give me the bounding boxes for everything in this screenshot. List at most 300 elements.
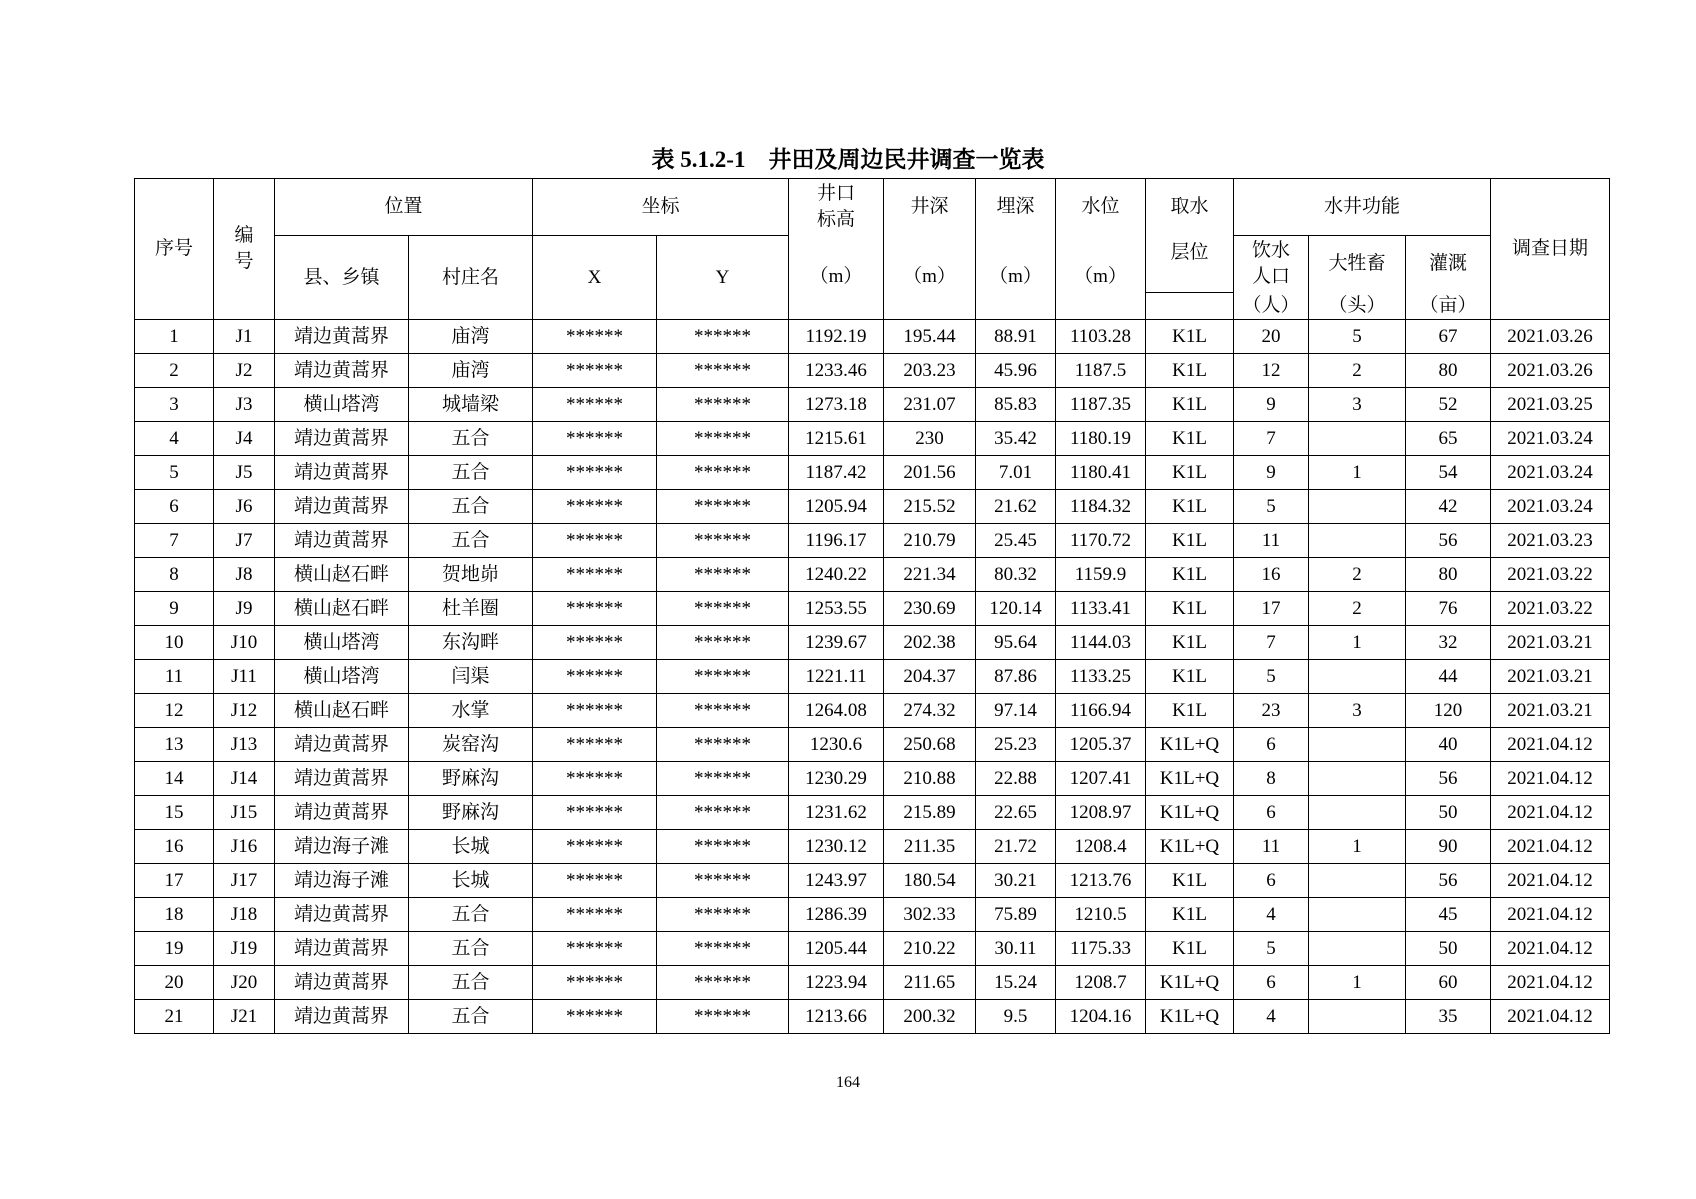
cell-level: 1205.37 [1056,728,1146,762]
cell-x: ****** [533,966,657,1000]
cell-level: 1208.97 [1056,796,1146,830]
cell-livestock: 1 [1309,830,1406,864]
cell-layer: K1L [1146,524,1234,558]
cell-elev: 1192.19 [789,320,884,354]
cell-bury: 15.24 [976,966,1056,1000]
cell-code: J5 [214,456,275,490]
cell-village: 五合 [409,490,533,524]
cell-elev: 1239.67 [789,626,884,660]
cell-code: J10 [214,626,275,660]
cell-x: ****** [533,694,657,728]
cell-bury: 45.96 [976,354,1056,388]
cell-depth: 302.33 [884,898,976,932]
table-row [135,694,1610,728]
cell-code: J4 [214,422,275,456]
cell-date: 2021.03.24 [1491,422,1610,456]
cell-y: ****** [657,592,789,626]
header-layer-bottom: 层位 [1146,236,1234,293]
table-row [135,388,1610,422]
cell-date: 2021.03.21 [1491,626,1610,660]
cell-seq: 8 [135,558,214,592]
cell-irrigation: 44 [1406,660,1491,694]
cell-level: 1187.5 [1056,354,1146,388]
cell-code: J17 [214,864,275,898]
header-irrigation-unit: （亩） [1406,293,1491,320]
well-survey-table [134,178,1610,1034]
cell-elev: 1196.17 [789,524,884,558]
cell-livestock: 1 [1309,626,1406,660]
cell-layer: K1L+Q [1146,728,1234,762]
cell-county-town: 横山塔湾 [275,388,409,422]
cell-irrigation: 56 [1406,864,1491,898]
cell-livestock [1309,524,1406,558]
cell-depth: 204.37 [884,660,976,694]
cell-depth: 231.07 [884,388,976,422]
cell-layer: K1L [1146,898,1234,932]
cell-county-town: 靖边黄蒿界 [275,354,409,388]
cell-village: 野麻沟 [409,762,533,796]
table-row [135,558,1610,592]
cell-elev: 1286.39 [789,898,884,932]
cell-bury: 25.23 [976,728,1056,762]
cell-depth: 203.23 [884,354,976,388]
cell-bury: 120.14 [976,592,1056,626]
cell-depth: 210.22 [884,932,976,966]
cell-bury: 22.65 [976,796,1056,830]
cell-date: 2021.04.12 [1491,762,1610,796]
cell-bury: 21.62 [976,490,1056,524]
cell-livestock: 2 [1309,558,1406,592]
cell-county-town: 横山赵石畔 [275,694,409,728]
cell-layer: K1L [1146,932,1234,966]
cell-livestock: 3 [1309,388,1406,422]
cell-depth: 274.32 [884,694,976,728]
cell-county-town: 靖边黄蒿界 [275,796,409,830]
header-depth-unit: （m） [884,236,976,320]
cell-irrigation: 35 [1406,1000,1491,1034]
cell-x: ****** [533,1000,657,1034]
cell-code: J7 [214,524,275,558]
cell-depth: 201.56 [884,456,976,490]
cell-depth: 211.65 [884,966,976,1000]
header-depth: 井深 [884,179,976,236]
table-row [135,592,1610,626]
cell-y: ****** [657,728,789,762]
cell-village: 长城 [409,864,533,898]
cell-date: 2021.03.21 [1491,660,1610,694]
cell-bury: 9.5 [976,1000,1056,1034]
cell-level: 1208.7 [1056,966,1146,1000]
cell-date: 2021.03.24 [1491,490,1610,524]
cell-livestock: 1 [1309,966,1406,1000]
cell-village: 五合 [409,524,533,558]
cell-seq: 1 [135,320,214,354]
cell-county-town: 靖边黄蒿界 [275,490,409,524]
cell-livestock: 1 [1309,456,1406,490]
cell-village: 五合 [409,898,533,932]
cell-layer: K1L+Q [1146,762,1234,796]
cell-village: 庙湾 [409,320,533,354]
cell-y: ****** [657,864,789,898]
cell-elev: 1231.62 [789,796,884,830]
cell-bury: 25.45 [976,524,1056,558]
cell-code: J13 [214,728,275,762]
cell-code: J14 [214,762,275,796]
header-bury: 埋深 [976,179,1056,236]
cell-date: 2021.04.12 [1491,932,1610,966]
cell-drink: 11 [1234,524,1309,558]
cell-drink: 5 [1234,660,1309,694]
cell-level: 1166.94 [1056,694,1146,728]
cell-livestock [1309,660,1406,694]
cell-x: ****** [533,422,657,456]
cell-x: ****** [533,898,657,932]
cell-irrigation: 54 [1406,456,1491,490]
cell-date: 2021.04.12 [1491,864,1610,898]
cell-y: ****** [657,456,789,490]
table-row [135,456,1610,490]
cell-irrigation: 56 [1406,762,1491,796]
cell-y: ****** [657,388,789,422]
cell-livestock [1309,490,1406,524]
cell-livestock [1309,898,1406,932]
cell-code: J2 [214,354,275,388]
cell-seq: 5 [135,456,214,490]
cell-y: ****** [657,422,789,456]
cell-code: J16 [214,830,275,864]
cell-drink: 6 [1234,728,1309,762]
cell-x: ****** [533,864,657,898]
cell-layer: K1L [1146,558,1234,592]
cell-seq: 18 [135,898,214,932]
cell-level: 1207.41 [1056,762,1146,796]
table-title: 表 5.1.2-1 井田及周边民井调查一览表 [651,147,1045,172]
table-row [135,1000,1610,1034]
cell-level: 1210.5 [1056,898,1146,932]
cell-y: ****** [657,1000,789,1034]
cell-elev: 1205.44 [789,932,884,966]
cell-date: 2021.03.26 [1491,354,1610,388]
cell-county-town: 靖边海子滩 [275,864,409,898]
cell-layer: K1L [1146,320,1234,354]
cell-county-town: 靖边黄蒿界 [275,966,409,1000]
cell-depth: 202.38 [884,626,976,660]
cell-code: J3 [214,388,275,422]
header-livestock-unit: （头） [1309,293,1406,320]
cell-village: 东沟畔 [409,626,533,660]
cell-drink: 9 [1234,456,1309,490]
cell-county-town: 靖边黄蒿界 [275,456,409,490]
cell-elev: 1213.66 [789,1000,884,1034]
cell-livestock: 2 [1309,592,1406,626]
cell-bury: 7.01 [976,456,1056,490]
cell-bury: 97.14 [976,694,1056,728]
cell-seq: 11 [135,660,214,694]
cell-code: J15 [214,796,275,830]
cell-depth: 180.54 [884,864,976,898]
cell-level: 1180.41 [1056,456,1146,490]
cell-village: 长城 [409,830,533,864]
cell-elev: 1230.29 [789,762,884,796]
cell-x: ****** [533,388,657,422]
cell-seq: 2 [135,354,214,388]
cell-date: 2021.03.23 [1491,524,1610,558]
cell-irrigation: 90 [1406,830,1491,864]
cell-date: 2021.03.26 [1491,320,1610,354]
cell-bury: 22.88 [976,762,1056,796]
cell-village: 庙湾 [409,354,533,388]
cell-irrigation: 65 [1406,422,1491,456]
cell-date: 2021.03.21 [1491,694,1610,728]
cell-level: 1184.32 [1056,490,1146,524]
cell-level: 1103.28 [1056,320,1146,354]
header-layer-top: 取水 [1146,179,1234,236]
cell-layer: K1L [1146,864,1234,898]
table-row [135,524,1610,558]
cell-county-town: 横山赵石畔 [275,558,409,592]
header-level: 水位 [1056,179,1146,236]
cell-seq: 16 [135,830,214,864]
cell-county-town: 横山塔湾 [275,626,409,660]
cell-village: 五合 [409,966,533,1000]
cell-seq: 3 [135,388,214,422]
cell-bury: 95.64 [976,626,1056,660]
header-elev-text: 井口标高 [817,183,856,231]
cell-elev: 1205.94 [789,490,884,524]
table-row [135,932,1610,966]
cell-bury: 30.11 [976,932,1056,966]
cell-irrigation: 80 [1406,354,1491,388]
cell-elev: 1253.55 [789,592,884,626]
header-drink-text: 饮水人口 [1252,240,1291,288]
cell-code: J21 [214,1000,275,1034]
cell-village: 炭窑沟 [409,728,533,762]
table-row [135,354,1610,388]
cell-elev: 1230.12 [789,830,884,864]
cell-drink: 8 [1234,762,1309,796]
cell-seq: 9 [135,592,214,626]
cell-layer: K1L+Q [1146,1000,1234,1034]
table-row [135,626,1610,660]
cell-date: 2021.04.12 [1491,796,1610,830]
header-code [214,179,275,320]
cell-elev: 1243.97 [789,864,884,898]
table-row [135,422,1610,456]
cell-elev: 1264.08 [789,694,884,728]
table-row [135,864,1610,898]
cell-drink: 23 [1234,694,1309,728]
cell-elev: 1273.18 [789,388,884,422]
cell-irrigation: 45 [1406,898,1491,932]
cell-irrigation: 32 [1406,626,1491,660]
cell-village: 五合 [409,422,533,456]
cell-date: 2021.04.12 [1491,898,1610,932]
cell-depth: 211.35 [884,830,976,864]
cell-y: ****** [657,354,789,388]
header-elev-unit: （m） [789,236,884,320]
cell-drink: 11 [1234,830,1309,864]
cell-drink: 16 [1234,558,1309,592]
cell-x: ****** [533,524,657,558]
cell-y: ****** [657,558,789,592]
cell-level: 1159.9 [1056,558,1146,592]
cell-y: ****** [657,524,789,558]
cell-code: J1 [214,320,275,354]
header-function: 水井功能 [1234,179,1491,236]
header-livestock: 大牲畜 [1309,236,1406,293]
cell-village: 贺地峁 [409,558,533,592]
cell-layer: K1L [1146,490,1234,524]
cell-seq: 20 [135,966,214,1000]
cell-seq: 19 [135,932,214,966]
header-date: 调查日期 [1491,179,1610,320]
cell-y: ****** [657,932,789,966]
cell-depth: 200.32 [884,1000,976,1034]
cell-livestock [1309,728,1406,762]
header-village: 村庄名 [409,236,533,320]
cell-drink: 12 [1234,354,1309,388]
cell-livestock: 3 [1309,694,1406,728]
cell-level: 1213.76 [1056,864,1146,898]
cell-bury: 75.89 [976,898,1056,932]
table-body [135,320,1610,1034]
cell-county-town: 靖边黄蒿界 [275,728,409,762]
cell-level: 1204.16 [1056,1000,1146,1034]
cell-code: J8 [214,558,275,592]
cell-seq: 15 [135,796,214,830]
cell-level: 1144.03 [1056,626,1146,660]
cell-x: ****** [533,796,657,830]
header-position: 位置 [275,179,533,236]
cell-county-town: 靖边黄蒿界 [275,422,409,456]
cell-x: ****** [533,354,657,388]
cell-x: ****** [533,932,657,966]
table-row [135,728,1610,762]
cell-layer: K1L [1146,660,1234,694]
cell-level: 1133.25 [1056,660,1146,694]
cell-seq: 7 [135,524,214,558]
cell-date: 2021.03.25 [1491,388,1610,422]
cell-county-town: 靖边黄蒿界 [275,524,409,558]
cell-seq: 4 [135,422,214,456]
cell-depth: 221.34 [884,558,976,592]
cell-depth: 230 [884,422,976,456]
cell-county-town: 靖边黄蒿界 [275,898,409,932]
cell-depth: 215.89 [884,796,976,830]
cell-drink: 7 [1234,422,1309,456]
cell-county-town: 横山赵石畔 [275,592,409,626]
cell-drink: 5 [1234,932,1309,966]
cell-seq: 10 [135,626,214,660]
cell-y: ****** [657,830,789,864]
cell-drink: 6 [1234,796,1309,830]
header-level-unit: （m） [1056,236,1146,320]
table-row [135,762,1610,796]
cell-x: ****** [533,728,657,762]
cell-layer: K1L+Q [1146,966,1234,1000]
cell-irrigation: 52 [1406,388,1491,422]
cell-y: ****** [657,660,789,694]
cell-seq: 6 [135,490,214,524]
cell-y: ****** [657,898,789,932]
cell-layer: K1L+Q [1146,796,1234,830]
cell-bury: 30.21 [976,864,1056,898]
cell-layer: K1L [1146,694,1234,728]
cell-irrigation: 56 [1406,524,1491,558]
header-y: Y [657,236,789,320]
header-x: X [533,236,657,320]
table-row [135,320,1610,354]
cell-elev: 1221.11 [789,660,884,694]
header-irrigation: 灌溉 [1406,236,1491,293]
cell-irrigation: 120 [1406,694,1491,728]
cell-x: ****** [533,830,657,864]
cell-livestock [1309,762,1406,796]
cell-depth: 250.68 [884,728,976,762]
cell-layer: K1L [1146,422,1234,456]
header-drink [1234,236,1309,293]
table-row [135,898,1610,932]
cell-livestock: 2 [1309,354,1406,388]
cell-code: J19 [214,932,275,966]
table-row [135,796,1610,830]
cell-code: J6 [214,490,275,524]
cell-y: ****** [657,796,789,830]
cell-y: ****** [657,626,789,660]
cell-irrigation: 40 [1406,728,1491,762]
cell-village: 五合 [409,456,533,490]
cell-elev: 1230.6 [789,728,884,762]
cell-livestock: 5 [1309,320,1406,354]
cell-village: 水掌 [409,694,533,728]
cell-county-town: 靖边黄蒿界 [275,762,409,796]
cell-date: 2021.03.22 [1491,592,1610,626]
cell-code: J20 [214,966,275,1000]
cell-seq: 12 [135,694,214,728]
cell-livestock [1309,796,1406,830]
cell-elev: 1223.94 [789,966,884,1000]
cell-date: 2021.04.12 [1491,1000,1610,1034]
header-bury-unit: （m） [976,236,1056,320]
page-number: 164 [836,1074,860,1091]
table-row [135,660,1610,694]
table-row [135,830,1610,864]
cell-level: 1170.72 [1056,524,1146,558]
cell-village: 五合 [409,932,533,966]
cell-livestock [1309,864,1406,898]
cell-bury: 88.91 [976,320,1056,354]
cell-irrigation: 42 [1406,490,1491,524]
cell-irrigation: 60 [1406,966,1491,1000]
cell-irrigation: 67 [1406,320,1491,354]
cell-irrigation: 50 [1406,796,1491,830]
cell-village: 五合 [409,1000,533,1034]
cell-elev: 1215.61 [789,422,884,456]
cell-drink: 6 [1234,864,1309,898]
cell-seq: 21 [135,1000,214,1034]
cell-level: 1208.4 [1056,830,1146,864]
cell-code: J12 [214,694,275,728]
header-drink-unit: （人） [1234,293,1309,320]
cell-y: ****** [657,762,789,796]
cell-county-town: 靖边海子滩 [275,830,409,864]
cell-depth: 195.44 [884,320,976,354]
cell-bury: 21.72 [976,830,1056,864]
cell-depth: 215.52 [884,490,976,524]
cell-depth: 230.69 [884,592,976,626]
cell-x: ****** [533,592,657,626]
cell-layer: K1L [1146,354,1234,388]
